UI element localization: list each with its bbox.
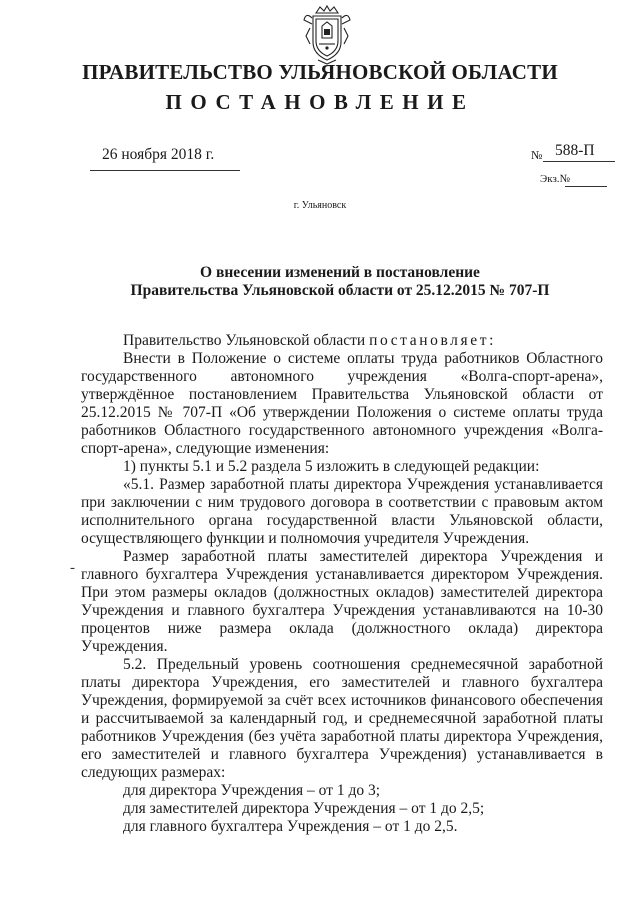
paragraph-3: «5.1. Размер заработной платы директора Учреждения устанавливается при заключении с ним трудового договора в соответствии с правовым актом исполнительного органа государственной власти Ульяновской области, осуществляющего функции и полномочия учредителя Учреждения. <box>81 476 603 547</box>
title-line-1: О внесении изменений в постановление <box>200 264 480 281</box>
date-underline <box>90 170 240 171</box>
paragraph-1: Внести в Положение о системе оплаты труда работников Областного государственного автономного учреждения «Волга-спорт-арена», утверждённое постановлением Правительства Ульяновской области от 25.12.2015 № 707-П «Об утверждении Положения о системе оплаты труда работников Областного государственного автономного учреждения «Волга-спорт-арена», следующие изменения: <box>81 350 603 457</box>
document-body <box>81 332 603 836</box>
intro-lead: Правительство Ульяновской области <box>123 332 366 349</box>
margin-mark: - <box>70 560 75 576</box>
document-number: 588-П <box>555 142 595 159</box>
paragraph-5: 5.2. Предельный уровень соотношения среднемесячной заработной платы директора Учреждения, его заместителей и главного бухгалтера Учреждения, формируемой за счёт всех источников финансового обеспечения и рассчитываемой за календарный год, и среднемесячной заработной платы работников Учреждения (без учёта заработной платы директора Учреждения, его заместителей и главного бухгалтера Учреждения) устанавливается в следующих размерах: <box>81 656 603 781</box>
number-underline <box>543 161 615 162</box>
list-item-director: для директора Учреждения – от 1 до 3; <box>123 782 381 799</box>
document-type: ПОСТАНОВЛЕНИЕ <box>165 90 475 114</box>
intro-verb: постановляет: <box>369 332 496 349</box>
copy-number-underline <box>565 186 607 187</box>
list-item-deputies: для заместителей директора Учреждения – от 1 до 2,5; <box>123 800 485 817</box>
coat-of-arms-icon <box>302 4 352 66</box>
paragraph-2: 1) пункты 5.1 и 5.2 раздела 5 изложить в следующей редакции: <box>123 458 540 475</box>
copy-number-label: Экз.№ <box>540 173 571 185</box>
city-name: г. Ульяновск <box>293 200 347 211</box>
intro-paragraph <box>81 332 603 350</box>
paragraph-4: Размер заработной платы заместителей директора Учреждения и главного бухгалтера Учреждения устанавливается директором Учреждения. При этом размеры окладов (должностных окладов) заместителей директора Учреждения и главного бухгалтера Учреждения устанавливаются на 10-30 процентов ниже размера оклада (должностного оклада) директора Учреждения. <box>81 548 603 655</box>
document-title <box>100 264 580 300</box>
government-name: ПРАВИТЕЛЬСТВО УЛЬЯНОВСКОЙ ОБЛАСТИ <box>82 60 558 84</box>
number-prefix: № <box>531 148 543 162</box>
document-date: 26 ноября 2018 г. <box>102 146 215 163</box>
list-item-accountant: для главного бухгалтера Учреждения – от 1 до 2,5. <box>123 818 458 835</box>
title-line-2: Правительства Ульяновской области от 25.12.2015 № 707-П <box>130 282 550 299</box>
